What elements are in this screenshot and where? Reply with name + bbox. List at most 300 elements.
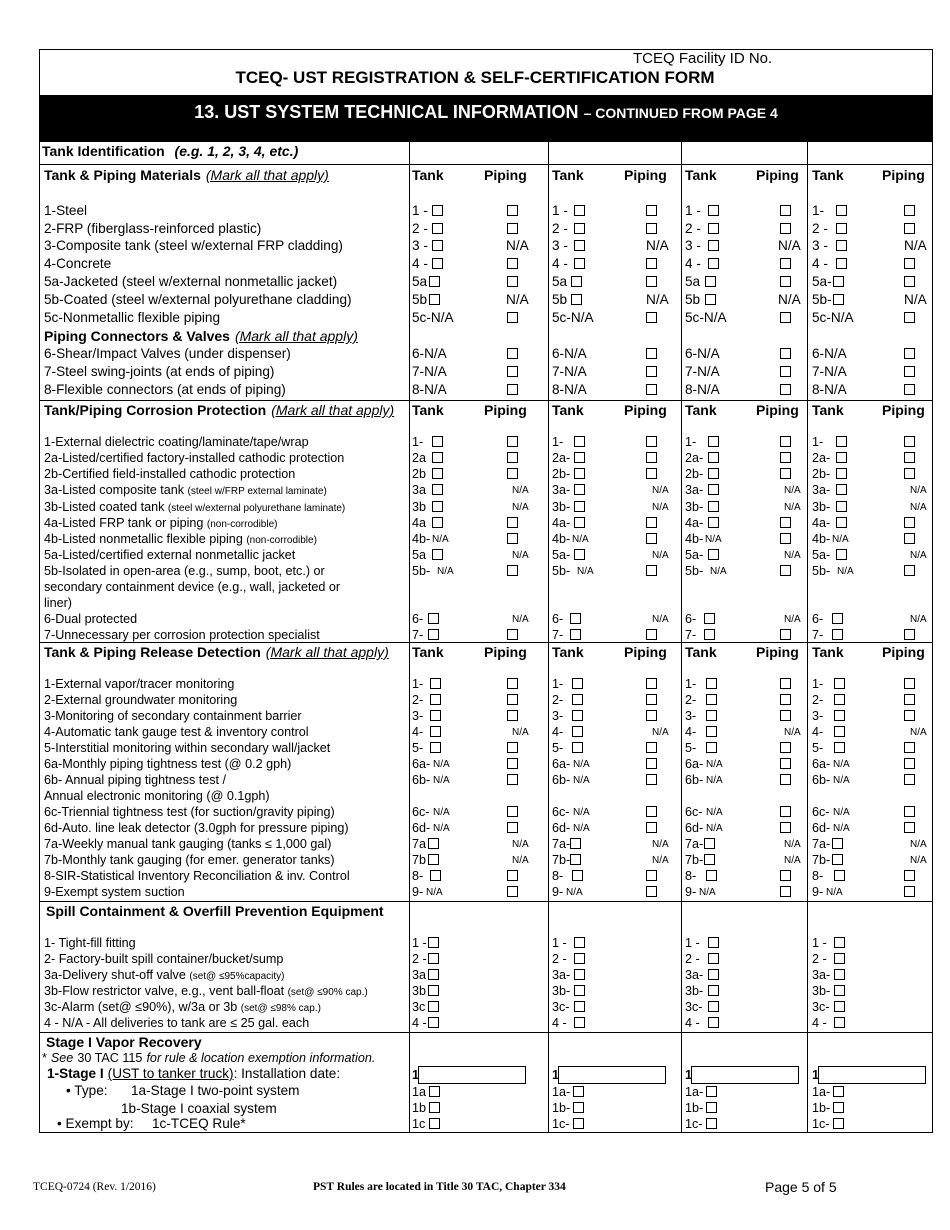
release-piping-checkbox[interactable]	[780, 806, 791, 817]
vapor-checkbox[interactable]	[833, 1102, 844, 1113]
connector-code: 6-N/A	[552, 346, 587, 361]
corrosion-tank-checkbox[interactable]	[574, 501, 585, 512]
release-piping-checkbox[interactable]	[904, 678, 915, 689]
vapor-checkbox[interactable]	[429, 1118, 440, 1129]
piping-material-checkbox[interactable]	[780, 258, 791, 269]
release-tank-checkbox[interactable]	[834, 694, 845, 705]
release-piping-checkbox[interactable]	[780, 694, 791, 705]
na-note: N/A	[437, 566, 454, 577]
corrosion-tank-checkbox[interactable]	[836, 517, 847, 528]
corrosion-piping-checkbox[interactable]	[904, 468, 915, 479]
release-tank-checkbox[interactable]	[572, 694, 583, 705]
vapor-checkbox[interactable]	[833, 1118, 844, 1129]
corrosion-tank-checkbox[interactable]	[432, 468, 443, 479]
release-piping-checkbox[interactable]	[646, 822, 657, 833]
connector-checkbox[interactable]	[507, 384, 518, 395]
corrosion-tank-checkbox[interactable]	[570, 629, 581, 640]
corrosion-tank-checkbox[interactable]	[708, 549, 719, 560]
corrosion-piping-checkbox[interactable]	[646, 517, 657, 528]
release-code: 5-	[685, 741, 697, 755]
piping-material-checkbox[interactable]	[780, 312, 791, 323]
installation-date-input[interactable]	[418, 1066, 526, 1084]
release-tank-checkbox[interactable]	[572, 678, 583, 689]
release-piping-checkbox[interactable]	[507, 742, 518, 753]
tank-material-checkbox[interactable]	[836, 205, 847, 216]
spill-checkbox[interactable]	[574, 1017, 585, 1028]
release-piping-checkbox[interactable]	[904, 822, 915, 833]
piping-material-checkbox[interactable]	[646, 312, 657, 323]
vapor-checkbox[interactable]	[573, 1086, 584, 1097]
connector-checkbox[interactable]	[646, 366, 657, 377]
tank-material-checkbox[interactable]	[836, 240, 847, 251]
piping-na: N/A	[778, 292, 801, 307]
piping-material-checkbox[interactable]	[507, 312, 518, 323]
spill-code: 2 -	[812, 952, 827, 966]
corrosion-piping-checkbox[interactable]	[646, 436, 657, 447]
tank-material-checkbox[interactable]	[708, 240, 719, 251]
corrosion-item	[44, 627, 320, 643]
corrosion-piping-checkbox[interactable]	[646, 629, 657, 640]
corrosion-piping-checkbox[interactable]	[904, 452, 915, 463]
piping-na: N/A	[910, 839, 927, 850]
spill-code: 2 -	[552, 952, 567, 966]
release-item: 7a-Weekly manual tank gauging (tanks ≤ 1,000 gal)	[44, 837, 332, 851]
release-piping-checkbox[interactable]	[780, 870, 791, 881]
release-piping-checkbox[interactable]	[507, 870, 518, 881]
tank-material-checkbox[interactable]	[432, 223, 443, 234]
spill-checkbox[interactable]	[428, 1017, 439, 1028]
spill-checkbox[interactable]	[428, 969, 439, 980]
release-piping-checkbox[interactable]	[507, 886, 518, 897]
release-piping-checkbox[interactable]	[780, 742, 791, 753]
tank-material-checkbox[interactable]	[571, 294, 582, 305]
spill-checkbox[interactable]	[708, 985, 719, 996]
connector-checkbox[interactable]	[904, 348, 915, 359]
piping-material-checkbox[interactable]	[646, 223, 657, 234]
spill-checkbox[interactable]	[708, 937, 719, 948]
release-piping-checkbox[interactable]	[646, 678, 657, 689]
column-header-piping: Piping	[624, 167, 667, 183]
piping-material-checkbox[interactable]	[904, 276, 915, 287]
tank-material-checkbox[interactable]	[432, 258, 443, 269]
na-note: N/A	[706, 807, 723, 818]
piping-material-checkbox[interactable]	[646, 205, 657, 216]
corrosion-tank-checkbox[interactable]	[432, 452, 443, 463]
corrosion-tank-checkbox[interactable]	[428, 629, 439, 640]
release-tank-checkbox[interactable]	[706, 870, 717, 881]
piping-material-checkbox[interactable]	[780, 205, 791, 216]
spill-checkbox[interactable]	[428, 985, 439, 996]
release-code: 1-	[685, 677, 697, 691]
release-piping-checkbox[interactable]	[780, 758, 791, 769]
corrosion-piping-checkbox[interactable]	[904, 629, 915, 640]
spill-checkbox[interactable]	[834, 1001, 845, 1012]
release-piping-checkbox[interactable]	[780, 710, 791, 721]
release-piping-checkbox[interactable]	[646, 710, 657, 721]
release-piping-checkbox[interactable]	[780, 822, 791, 833]
corrosion-piping-checkbox[interactable]	[507, 517, 518, 528]
release-piping-checkbox[interactable]	[904, 774, 915, 785]
column-header-piping: Piping	[484, 644, 527, 660]
spill-item-text: 3c-Alarm (set@ ≤90%), w/3a or 3b	[44, 1000, 241, 1014]
corrosion-piping-checkbox[interactable]	[646, 565, 657, 576]
corrosion-tank-checkbox[interactable]	[574, 517, 585, 528]
spill-code: 3a-	[685, 968, 704, 982]
release-piping-checkbox[interactable]	[646, 694, 657, 705]
tank-material-checkbox[interactable]	[836, 223, 847, 234]
corrosion-piping-checkbox[interactable]	[904, 565, 915, 576]
spill-checkbox[interactable]	[834, 1017, 845, 1028]
corrosion-piping-checkbox[interactable]	[904, 517, 915, 528]
corrosion-piping-checkbox[interactable]	[780, 436, 791, 447]
corrosion-tank-checkbox[interactable]	[432, 549, 443, 560]
release-piping-checkbox[interactable]	[646, 774, 657, 785]
connector-checkbox[interactable]	[507, 366, 518, 377]
release-tank-checkbox[interactable]	[572, 742, 583, 753]
tank-material-checkbox[interactable]	[833, 276, 844, 287]
corrosion-tank-checkbox[interactable]	[704, 613, 715, 624]
corrosion-tank-checkbox[interactable]	[708, 436, 719, 447]
spill-checkbox[interactable]	[834, 969, 845, 980]
column-header-piping: Piping	[624, 402, 667, 418]
release-tank-checkbox[interactable]	[834, 742, 845, 753]
material-item: 5b-Coated (steel w/external polyurethane cladding)	[44, 292, 352, 307]
corrosion-tank-checkbox[interactable]	[708, 468, 719, 479]
spill-code: 3a	[412, 968, 427, 982]
column-header-piping: Piping	[756, 167, 799, 183]
release-piping-checkbox[interactable]	[507, 678, 518, 689]
release-piping-checkbox[interactable]	[646, 886, 657, 897]
release-piping-checkbox[interactable]	[507, 822, 518, 833]
corrosion-tank-checkbox[interactable]	[432, 517, 443, 528]
release-tank-checkbox[interactable]	[430, 742, 441, 753]
release-tank-checkbox[interactable]	[430, 678, 441, 689]
piping-material-checkbox[interactable]	[507, 276, 518, 287]
spill-checkbox[interactable]	[428, 953, 439, 964]
piping-na: N/A	[784, 839, 801, 850]
release-code: 7b	[412, 853, 427, 867]
na-note: N/A	[699, 887, 716, 898]
corrosion-piping-checkbox[interactable]	[507, 533, 518, 544]
corrosion-tank-checkbox[interactable]	[836, 484, 847, 495]
corrosion-code: 2a-	[812, 451, 831, 465]
spill-checkbox[interactable]	[834, 953, 845, 964]
spill-checkbox[interactable]	[574, 1001, 585, 1012]
release-code: 2-	[412, 693, 424, 707]
release-piping-checkbox[interactable]	[646, 758, 657, 769]
column-divider	[681, 141, 682, 1133]
release-code: 4-	[552, 725, 564, 739]
type-1b-label: 1b-Stage I coaxial system	[121, 1101, 277, 1116]
spill-code: 1 -	[412, 936, 427, 950]
corrosion-code: 5a	[412, 548, 427, 562]
corrosion-piping-checkbox[interactable]	[646, 533, 657, 544]
release-tank-checkbox[interactable]	[430, 870, 441, 881]
piping-material-checkbox[interactable]	[904, 205, 915, 216]
release-code: 5-	[552, 741, 564, 755]
installation-date-input[interactable]	[818, 1066, 926, 1084]
corrosion-code: 4a-	[552, 516, 571, 530]
connector-checkbox[interactable]	[646, 348, 657, 359]
tank-material-checkbox[interactable]	[705, 294, 716, 305]
release-tank-checkbox[interactable]	[832, 854, 843, 865]
release-tank-checkbox[interactable]	[428, 838, 439, 849]
connector-item: 7-Steel swing-joints (at ends of piping)	[44, 364, 275, 379]
release-tank-checkbox[interactable]	[430, 710, 441, 721]
piping-na: N/A	[512, 550, 529, 561]
spill-checkbox[interactable]	[574, 969, 585, 980]
release-piping-checkbox[interactable]	[780, 678, 791, 689]
vapor-checkbox[interactable]	[573, 1102, 584, 1113]
spill-checkbox[interactable]	[708, 953, 719, 964]
connector-checkbox[interactable]	[646, 384, 657, 395]
tank-material-checkbox[interactable]	[432, 205, 443, 216]
tank-material-checkbox[interactable]	[574, 258, 585, 269]
release-piping-checkbox[interactable]	[507, 694, 518, 705]
tank-material-checkbox[interactable]	[574, 240, 585, 251]
corrosion-tank-checkbox[interactable]	[432, 484, 443, 495]
vapor-checkbox[interactable]	[706, 1102, 717, 1113]
corrosion-code: 1-	[552, 435, 564, 449]
piping-material-checkbox[interactable]	[507, 223, 518, 234]
spill-checkbox[interactable]	[428, 937, 439, 948]
corrosion-tank-checkbox[interactable]	[836, 549, 847, 560]
mark-all-note: (Mark all that apply)	[205, 167, 329, 183]
corrosion-tank-checkbox[interactable]	[836, 452, 847, 463]
corrosion-tank-checkbox[interactable]	[574, 484, 585, 495]
corrosion-piping-checkbox[interactable]	[904, 436, 915, 447]
spill-code: 3c-	[685, 1000, 703, 1014]
piping-material-checkbox[interactable]	[780, 276, 791, 287]
connector-checkbox[interactable]	[904, 384, 915, 395]
vapor-checkbox[interactable]	[833, 1086, 844, 1097]
corrosion-tank-checkbox[interactable]	[708, 517, 719, 528]
release-tank-checkbox[interactable]	[834, 726, 845, 737]
corrosion-piping-checkbox[interactable]	[507, 436, 518, 447]
tank-material-checkbox[interactable]	[708, 223, 719, 234]
corrosion-tank-checkbox[interactable]	[574, 468, 585, 479]
corrosion-code: 3b-	[552, 500, 571, 514]
release-piping-checkbox[interactable]	[780, 774, 791, 785]
release-piping-checkbox[interactable]	[780, 886, 791, 897]
tank-material-checkbox[interactable]	[571, 276, 582, 287]
release-tank-checkbox[interactable]	[832, 838, 843, 849]
corrosion-piping-checkbox[interactable]	[780, 629, 791, 640]
release-tank-checkbox[interactable]	[704, 838, 715, 849]
corrosion-tank-checkbox[interactable]	[432, 501, 443, 512]
corrosion-tank-checkbox[interactable]	[832, 629, 843, 640]
corrosion-tank-checkbox[interactable]	[708, 452, 719, 463]
release-tank-checkbox[interactable]	[706, 742, 717, 753]
release-piping-checkbox[interactable]	[507, 758, 518, 769]
release-tank-checkbox[interactable]	[430, 726, 441, 737]
tank-code: 5a	[552, 274, 568, 289]
release-tank-checkbox[interactable]	[570, 854, 581, 865]
spill-checkbox[interactable]	[708, 1017, 719, 1028]
piping-material-checkbox[interactable]	[507, 205, 518, 216]
spill-code: 3b	[412, 984, 427, 998]
corrosion-tank-checkbox[interactable]	[574, 549, 585, 560]
release-piping-checkbox[interactable]	[646, 806, 657, 817]
vapor-code: 1c-	[552, 1117, 570, 1131]
corrosion-piping-checkbox[interactable]	[507, 468, 518, 479]
release-tank-checkbox[interactable]	[430, 694, 441, 705]
corrosion-piping-checkbox[interactable]	[780, 517, 791, 528]
corrosion-code: 5a-	[812, 548, 831, 562]
tank-material-checkbox[interactable]	[705, 276, 716, 287]
piping-na: N/A	[512, 727, 529, 738]
tank-material-checkbox[interactable]	[429, 294, 440, 305]
release-piping-checkbox[interactable]	[904, 758, 915, 769]
release-piping-checkbox[interactable]	[904, 710, 915, 721]
connector-checkbox[interactable]	[904, 366, 915, 377]
release-tank-checkbox[interactable]	[706, 710, 717, 721]
vapor-checkbox[interactable]	[429, 1102, 440, 1113]
piping-material-checkbox[interactable]	[646, 276, 657, 287]
release-piping-checkbox[interactable]	[507, 710, 518, 721]
corrosion-tank-checkbox[interactable]	[574, 452, 585, 463]
tank-material-checkbox[interactable]	[833, 294, 844, 305]
piping-na: N/A	[784, 550, 801, 561]
corrosion-code: 6-	[552, 612, 564, 626]
corrosion-piping-checkbox[interactable]	[780, 565, 791, 576]
release-piping-checkbox[interactable]	[904, 886, 915, 897]
vapor-note	[42, 1050, 375, 1066]
corrosion-piping-checkbox[interactable]	[646, 452, 657, 463]
release-tank-checkbox[interactable]	[706, 694, 717, 705]
connector-checkbox[interactable]	[780, 384, 791, 395]
tank-material-checkbox[interactable]	[836, 258, 847, 269]
corrosion-piping-checkbox[interactable]	[646, 468, 657, 479]
tank-material-checkbox[interactable]	[429, 276, 440, 287]
piping-material-checkbox[interactable]	[507, 258, 518, 269]
release-tank-checkbox[interactable]	[572, 710, 583, 721]
tank-material-checkbox[interactable]	[708, 258, 719, 269]
release-tank-checkbox[interactable]	[834, 870, 845, 881]
row-divider	[39, 141, 933, 142]
spill-checkbox[interactable]	[574, 985, 585, 996]
vapor-checkbox[interactable]	[706, 1118, 717, 1129]
tank-material-checkbox[interactable]	[432, 240, 443, 251]
spill-code: 3b-	[812, 984, 831, 998]
corrosion-tank-checkbox[interactable]	[832, 613, 843, 624]
release-piping-checkbox[interactable]	[904, 870, 915, 881]
corrosion-tank-checkbox[interactable]	[708, 484, 719, 495]
release-piping-checkbox[interactable]	[646, 870, 657, 881]
na-note: N/A	[426, 887, 443, 898]
corrosion-code: 2a-	[552, 451, 571, 465]
corrosion-tank-checkbox[interactable]	[836, 501, 847, 512]
column-header-piping: Piping	[882, 167, 925, 183]
release-piping-checkbox[interactable]	[507, 806, 518, 817]
spill-checkbox[interactable]	[834, 985, 845, 996]
release-tank-checkbox[interactable]	[704, 854, 715, 865]
release-piping-checkbox[interactable]	[904, 742, 915, 753]
corrosion-tank-checkbox[interactable]	[428, 613, 439, 624]
release-tank-checkbox[interactable]	[706, 678, 717, 689]
piping-material-checkbox[interactable]	[904, 223, 915, 234]
corrosion-piping-checkbox[interactable]	[904, 533, 915, 544]
corrosion-tank-checkbox[interactable]	[708, 501, 719, 512]
spill-checkbox[interactable]	[574, 953, 585, 964]
spill-checkbox[interactable]	[834, 937, 845, 948]
corrosion-tank-checkbox[interactable]	[704, 629, 715, 640]
corrosion-tank-checkbox[interactable]	[836, 436, 847, 447]
spill-checkbox[interactable]	[708, 969, 719, 980]
corrosion-piping-checkbox[interactable]	[780, 468, 791, 479]
release-tank-checkbox[interactable]	[834, 710, 845, 721]
spill-code: 2 -	[685, 952, 700, 966]
release-tank-checkbox[interactable]	[572, 726, 583, 737]
corrosion-tank-checkbox[interactable]	[574, 436, 585, 447]
tank-code: 5a	[412, 274, 428, 289]
release-code: 6d-	[552, 821, 571, 835]
connector-code: 8-N/A	[812, 382, 847, 397]
vapor-checkbox[interactable]	[429, 1086, 440, 1097]
connector-checkbox[interactable]	[507, 348, 518, 359]
tank-material-checkbox[interactable]	[708, 205, 719, 216]
spill-checkbox[interactable]	[428, 1001, 439, 1012]
installation-date-input[interactable]	[691, 1066, 799, 1084]
spill-item-text: 4 - N/A - All deliveries to tank are ≤ 25 gal. each	[44, 1016, 310, 1030]
corrosion-piping-checkbox[interactable]	[780, 533, 791, 544]
corrosion-piping-checkbox[interactable]	[780, 452, 791, 463]
release-tank-checkbox[interactable]	[428, 854, 439, 865]
release-item: Annual electronic monitoring (@ 0.1gph)	[44, 789, 270, 803]
corrosion-code: 3b-	[812, 500, 831, 514]
piping-material-checkbox[interactable]	[646, 258, 657, 269]
tank-material-checkbox[interactable]	[574, 205, 585, 216]
vapor-code: 1b-	[552, 1101, 571, 1115]
release-code: 6b-	[552, 773, 571, 787]
corrosion-code: 2b-	[552, 467, 571, 481]
vapor-checkbox[interactable]	[573, 1118, 584, 1129]
piping-material-checkbox[interactable]	[904, 258, 915, 269]
corrosion-code: 4b-	[812, 532, 831, 546]
corrosion-tank-checkbox[interactable]	[836, 468, 847, 479]
release-piping-checkbox[interactable]	[904, 806, 915, 817]
corrosion-piping-checkbox[interactable]	[507, 629, 518, 640]
connector-checkbox[interactable]	[780, 366, 791, 377]
release-tank-checkbox[interactable]	[834, 678, 845, 689]
connector-checkbox[interactable]	[780, 348, 791, 359]
corrosion-tank-checkbox[interactable]	[570, 613, 581, 624]
tank-material-checkbox[interactable]	[574, 223, 585, 234]
release-piping-checkbox[interactable]	[507, 774, 518, 785]
vapor-code: 1c-	[812, 1117, 830, 1131]
release-tank-checkbox[interactable]	[572, 870, 583, 881]
corrosion-code: 4a	[412, 516, 427, 530]
release-piping-checkbox[interactable]	[904, 694, 915, 705]
corrosion-tank-checkbox[interactable]	[432, 436, 443, 447]
spill-checkbox[interactable]	[574, 937, 585, 948]
corrosion-item	[44, 466, 295, 482]
installation-date-input[interactable]	[558, 1066, 666, 1084]
piping-na: N/A	[910, 614, 927, 625]
release-piping-checkbox[interactable]	[646, 742, 657, 753]
corrosion-code: 6-	[412, 612, 424, 626]
release-tank-checkbox[interactable]	[570, 838, 581, 849]
corrosion-item-note: (non-corrodible)	[246, 535, 317, 546]
piping-material-checkbox[interactable]	[904, 312, 915, 323]
na-note: N/A	[826, 887, 843, 898]
spill-checkbox[interactable]	[708, 1001, 719, 1012]
release-tank-checkbox[interactable]	[706, 726, 717, 737]
piping-material-checkbox[interactable]	[780, 223, 791, 234]
corrosion-piping-checkbox[interactable]	[507, 565, 518, 576]
corrosion-piping-checkbox[interactable]	[507, 452, 518, 463]
vapor-checkbox[interactable]	[706, 1086, 717, 1097]
